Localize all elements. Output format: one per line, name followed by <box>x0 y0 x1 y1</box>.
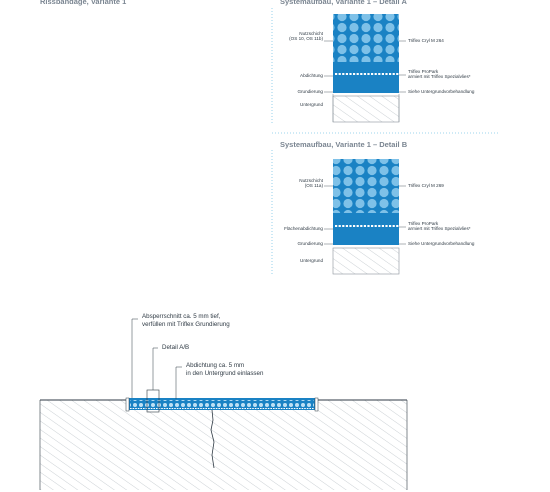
detail-b-label-untergrund: Untergrund <box>300 258 323 263</box>
detail-b-nutzschicht-layer <box>333 159 399 213</box>
detail-a-untergrund-layer <box>333 96 399 122</box>
detail-b-label-nutzschicht: Nutzschicht (OS 11a) <box>299 178 323 189</box>
callout-detail-ab: Detail A/B <box>162 344 190 351</box>
detail-b-untergrund-layer <box>333 248 399 274</box>
callout-absperrschnitt: Absperrschnitt ca. 5 mm tief, verfüllen mit Triflex Grundierung <box>142 313 230 328</box>
detail-a-propark: Triflex ProPark armiert mit Triflex Spezialvlies* <box>408 69 471 80</box>
detail-b-label-grundierung: Grundierung <box>297 241 323 246</box>
detail-a-product: Triflex Cryl M 264 <box>408 38 444 43</box>
detail-a-label-abdichtung: Abdichtung <box>300 73 323 78</box>
section-drawing <box>40 319 407 490</box>
detail-b-propark: Triflex ProPark armiert mit Triflex Spezialvlies* <box>408 221 471 232</box>
detail-a-nutzschicht-layer <box>333 14 399 62</box>
detail-a-vorbehandlung: Siehe Untergrundvorbehandlung <box>408 89 475 94</box>
detail-a-stack <box>324 14 406 122</box>
detail-a-label-nutzschicht: Nutzschicht (OS 10, OS 11b) <box>289 31 323 42</box>
detail-b-product: Triflex Cryl M 269 <box>408 183 444 188</box>
detail-b-vorbehandlung: Siehe Untergrundvorbehandlung <box>408 241 475 246</box>
left-title: Rissbandage, Variante 1 <box>40 0 127 6</box>
section-substrate <box>40 400 407 490</box>
detail-b-title: Systemaufbau, Variante 1 – Detail B <box>280 140 408 149</box>
callout-abdichtung: Abdichtung ca. 5 mm in den Untergrund einlassen <box>186 362 264 377</box>
detail-a-label-grundierung: Grundierung <box>297 89 323 94</box>
detail-b-label-abdichtung: Flächenabdichtung <box>284 226 323 231</box>
detail-a-label-untergrund: Untergrund <box>300 102 323 107</box>
detail-b-stack <box>324 159 406 274</box>
detail-a-title: Systemaufbau, Variante 1 – Detail A <box>280 0 407 6</box>
